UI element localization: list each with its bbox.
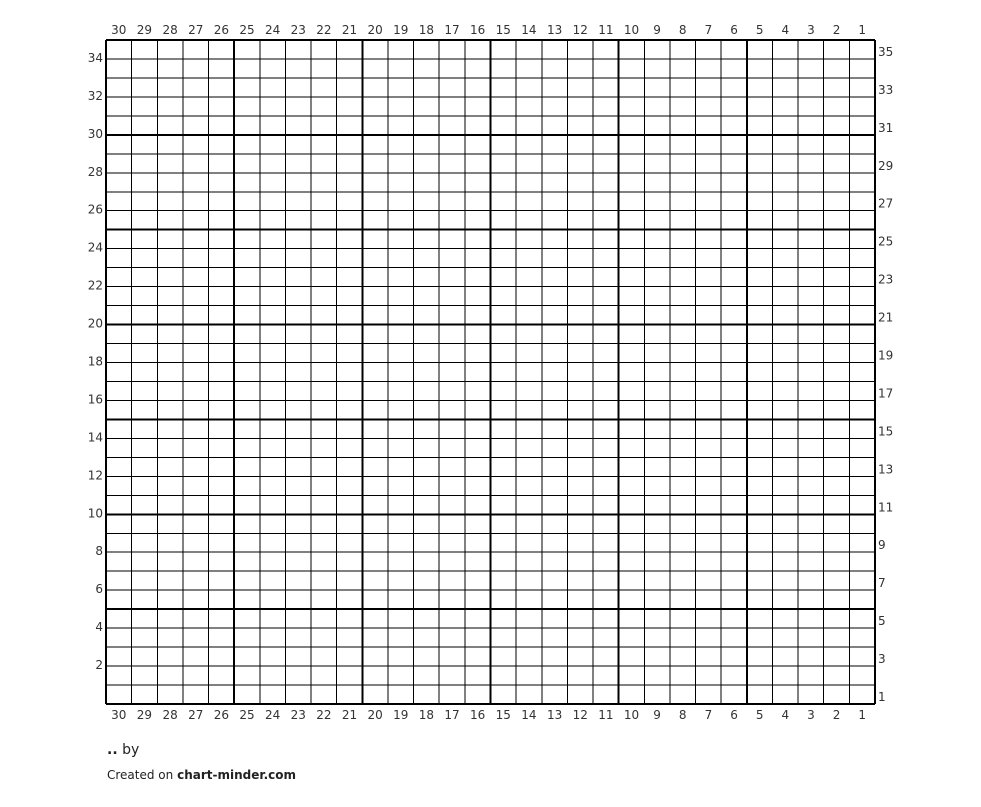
row-number-left: 30 [87, 126, 103, 141]
column-number-bottom: 2 [832, 708, 841, 722]
chart-title-name: .. [107, 742, 118, 758]
row-number-right: 27 [878, 196, 894, 211]
column-number-bottom: 5 [755, 708, 764, 722]
column-number-bottom: 6 [730, 708, 738, 722]
column-number-top: 30 [111, 23, 127, 37]
row-number-right: 3 [878, 652, 886, 667]
row-number-right: 13 [878, 462, 894, 477]
column-number-bottom: 19 [393, 708, 409, 722]
column-number-top: 19 [393, 23, 409, 37]
row-number-left: 10 [87, 506, 103, 521]
column-number-bottom: 16 [470, 708, 486, 722]
column-number-top: 2 [832, 23, 841, 37]
credit-site-link[interactable]: chart-minder.com [177, 768, 296, 782]
column-number-bottom: 25 [239, 708, 255, 722]
row-number-left: 14 [87, 430, 103, 445]
row-number-right: 21 [878, 310, 894, 325]
row-number-left: 28 [87, 164, 103, 179]
row-number-right: 31 [878, 120, 894, 135]
column-number-top: 18 [418, 23, 435, 37]
column-number-top: 8 [678, 23, 687, 37]
row-number-right: 29 [878, 158, 894, 173]
column-number-bottom: 23 [290, 708, 306, 722]
row-number-left: 18 [87, 354, 103, 369]
row-number-left: 2 [95, 658, 103, 673]
credit-prefix: Created on [107, 768, 178, 782]
column-number-top: 5 [755, 23, 764, 37]
row-number-left: 22 [87, 278, 103, 293]
column-number-top: 26 [213, 23, 229, 37]
column-number-bottom: 1 [858, 708, 867, 722]
column-number-top: 20 [367, 23, 383, 37]
credit-line [107, 768, 296, 782]
column-number-top: 27 [188, 23, 204, 37]
column-number-bottom: 12 [572, 708, 588, 722]
column-number-bottom: 15 [495, 708, 511, 722]
row-number-right: 17 [878, 386, 894, 401]
column-number-bottom: 8 [678, 708, 687, 722]
row-number-right: 1 [878, 690, 886, 704]
column-number-top: 13 [546, 23, 563, 37]
column-number-bottom: 24 [264, 708, 281, 722]
row-number-left: 20 [87, 316, 103, 331]
column-number-bottom: 10 [623, 708, 640, 722]
chart-title-by: by [117, 742, 140, 758]
column-number-top: 25 [239, 23, 255, 37]
row-number-right: 9 [878, 538, 886, 553]
row-number-left: 34 [87, 50, 103, 65]
row-number-right: 33 [878, 82, 894, 97]
column-number-bottom: 21 [341, 708, 358, 722]
column-number-bottom: 28 [162, 708, 178, 722]
column-number-top: 1 [858, 23, 867, 37]
column-number-bottom: 11 [598, 708, 614, 722]
column-number-bottom: 30 [111, 708, 127, 722]
row-number-right: 19 [878, 348, 894, 363]
row-number-right: 35 [878, 44, 894, 59]
row-number-right: 5 [878, 614, 886, 629]
column-number-top: 3 [807, 23, 815, 37]
row-number-left: 8 [95, 544, 103, 559]
column-number-top: 12 [572, 23, 588, 37]
top-column-numbers [111, 23, 866, 37]
row-number-left: 4 [95, 620, 103, 635]
column-number-top: 21 [341, 23, 358, 37]
column-number-top: 6 [730, 23, 738, 37]
column-number-top: 10 [623, 23, 640, 37]
row-number-left: 12 [87, 468, 103, 483]
column-number-bottom: 17 [444, 708, 460, 722]
column-number-bottom: 3 [807, 708, 815, 722]
column-number-bottom: 27 [188, 708, 204, 722]
column-number-top: 15 [495, 23, 511, 37]
column-number-top: 29 [136, 23, 153, 37]
column-number-bottom: 4 [781, 708, 790, 722]
column-number-top: 28 [162, 23, 178, 37]
column-number-top: 23 [290, 23, 306, 37]
row-number-left: 16 [87, 392, 103, 407]
column-number-top: 4 [781, 23, 790, 37]
column-number-top: 9 [653, 23, 661, 37]
column-number-top: 22 [316, 23, 332, 37]
column-number-bottom: 26 [213, 708, 229, 722]
row-number-right: 11 [878, 500, 894, 515]
column-number-top: 24 [264, 23, 281, 37]
column-number-bottom: 9 [653, 708, 661, 722]
column-number-bottom: 22 [316, 708, 332, 722]
column-number-top: 17 [444, 23, 460, 37]
left-row-numbers [88, 51, 103, 672]
row-number-right: 25 [878, 234, 894, 249]
column-number-bottom: 20 [367, 708, 383, 722]
row-number-right: 15 [878, 424, 894, 439]
column-number-top: 7 [704, 23, 713, 37]
column-number-bottom: 13 [546, 708, 563, 722]
row-number-left: 26 [87, 202, 103, 217]
row-number-left: 32 [87, 88, 103, 103]
column-number-top: 14 [521, 23, 537, 37]
column-number-top: 11 [598, 23, 614, 37]
column-number-bottom: 7 [704, 708, 713, 722]
chart-grid [106, 40, 875, 704]
column-number-bottom: 29 [136, 708, 153, 722]
right-row-numbers [878, 45, 893, 704]
row-number-left: 6 [95, 582, 103, 597]
column-number-bottom: 18 [418, 708, 435, 722]
chart-title [107, 742, 139, 758]
row-number-right: 7 [878, 576, 886, 591]
bottom-column-numbers [111, 708, 866, 722]
row-number-right: 23 [878, 272, 894, 287]
row-number-left: 24 [87, 240, 103, 255]
column-number-bottom: 14 [521, 708, 537, 722]
column-number-top: 16 [470, 23, 486, 37]
